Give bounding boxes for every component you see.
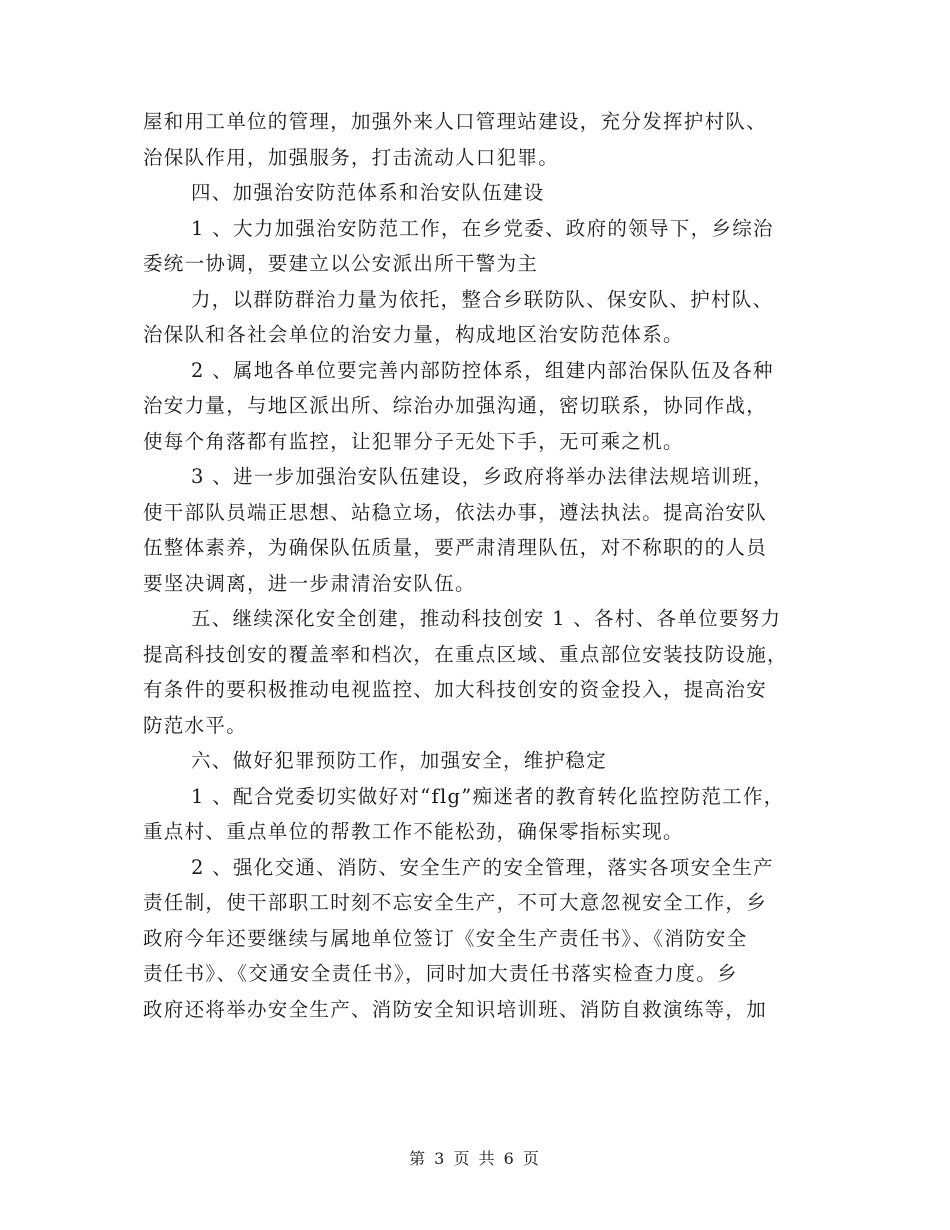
text-line: 政府还将举办安全生产、消防安全知识培训班、消防自救演练等，加 bbox=[143, 997, 768, 1021]
text-line: 治安力量，与地区派出所、综治办加强沟通，密切联系，协同作战， bbox=[143, 394, 768, 417]
text-line: 责任书》、《交通安全责任书》，同时加大责任书落实检查力度。乡 bbox=[143, 962, 738, 985]
text-line: 重点村、重点单位的帮教工作不能松劲，确保零指标实现。 bbox=[143, 820, 684, 843]
text-line: 使每个角落都有监控，让犯罪分子无处下手，无可乘之机。 bbox=[143, 429, 684, 453]
text-line: 六、做好犯罪预防工作，加强安全，维护稳定 bbox=[191, 749, 608, 772]
document-body bbox=[143, 104, 823, 1027]
text-line: 治保队作用，加强服务，打击流动人口犯罪。 bbox=[143, 145, 560, 169]
text-line: 屋和用工单位的管理，加强外来人口管理站建设，充分发挥护村队、 bbox=[143, 110, 768, 133]
text-line: 3 、进一步加强治安队伍建设，乡政府将举办法律法规培训班， bbox=[191, 465, 774, 488]
text-line: 提高科技创安的覆盖率和档次，在重点区域、重点部位安装技防设施， bbox=[143, 642, 788, 666]
text-line: 2 、属地各单位要完善内部防控体系，组建内部治保队伍及各种 bbox=[191, 358, 774, 382]
page-number-footer: 第 3 页 共 6 页 bbox=[409, 1149, 541, 1168]
text-line: 1 、配合党委切实做好对“flg”痴迷者的教育转化监控防范工作， bbox=[191, 784, 785, 808]
text-line: 委统一协调，要建立以公安派出所干警为主 bbox=[143, 252, 539, 275]
text-line: 使干部队员端正思想、站稳立场，依法办事，遵法执法。提高治安队 bbox=[143, 500, 768, 524]
text-line: 防范水平。 bbox=[143, 713, 248, 737]
text-line: 1 、大力加强治安防范工作，在乡党委、政府的领导下，乡综治 bbox=[191, 216, 774, 240]
text-line: 2 、强化交通、消防、安全生产的安全管理，落实各项安全生产 bbox=[191, 855, 774, 879]
text-line: 力，以群防群治力量为依托，整合乡联防队、保安队、护村队、 bbox=[191, 287, 774, 311]
text-line: 责任制，使干部职工时刻不忘安全生产，不可大意忽视安全工作，乡 bbox=[143, 891, 768, 914]
text-line: 要坚决调离，进一步肃清治安队伍。 bbox=[143, 571, 476, 595]
text-line: 政府今年还要继续与属地单位签订《安全生产责任书》、《消防安全 bbox=[143, 926, 748, 950]
text-line: 四、加强治安防范体系和治安队伍建设 bbox=[191, 181, 545, 204]
text-line: 治保队和各社会单位的治安力量，构成地区治安防范体系。 bbox=[143, 323, 684, 346]
text-line: 有条件的要积极推动电视监控、加大科技创安的资金投入，提高治安 bbox=[143, 678, 768, 701]
text-line: 伍整体素养，为确保队伍质量，要严肃清理队伍，对不称职的的人员 bbox=[143, 536, 768, 559]
text-line: 五、继续深化安全创建，推动科技创安 1 、各村、各单位要努力 bbox=[191, 607, 782, 630]
